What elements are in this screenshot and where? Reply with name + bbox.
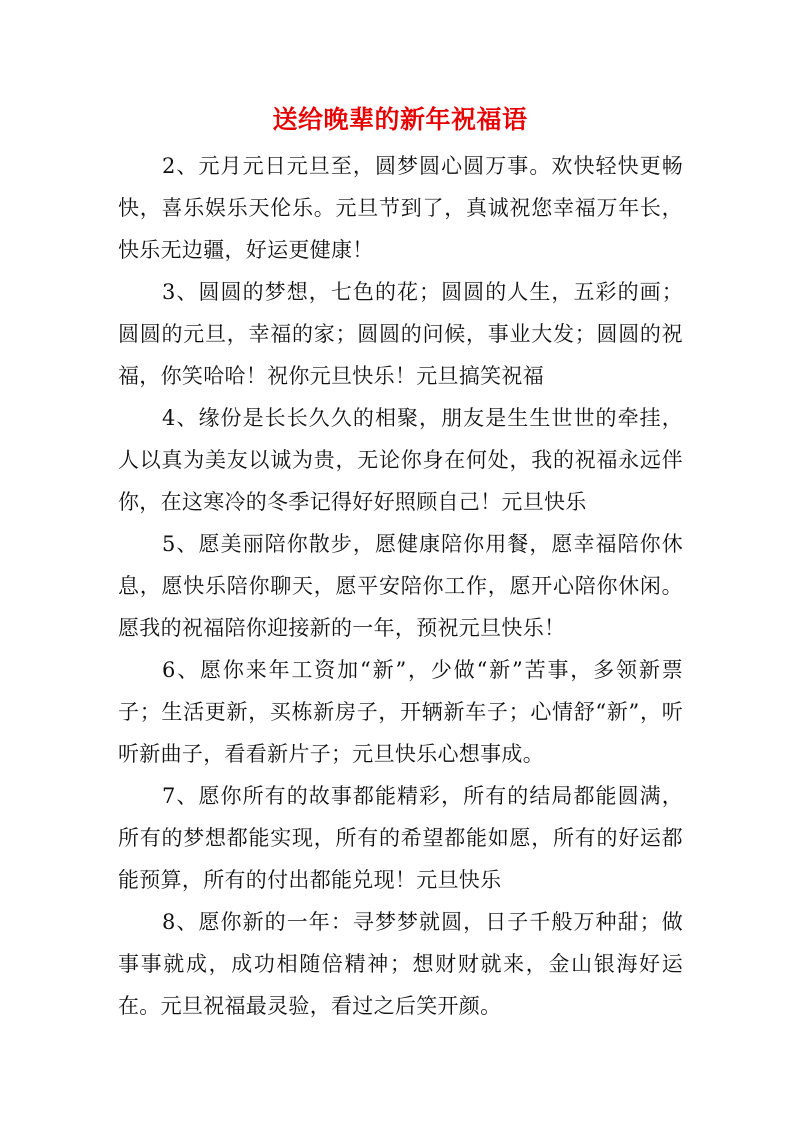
paragraph: 2、元月元日元旦至，圆梦圆心圆万事。欢快轻快更畅快，喜乐娱乐天伦乐。元旦节到了，真诚祝您幸福万年长，快乐无边疆，好运更健康！ [118, 154, 683, 262]
document-title: 送给晚辈的新年祝福语 [272, 105, 528, 134]
paragraph: 5、愿美丽陪你散步，愿健康陪你用餐，愿幸福陪你休息，愿快乐陪你聊天，愿平安陪你工作，愿开心陪你休闲。愿我的祝福陪你迎接新的一年，预祝元旦快乐！ [118, 532, 683, 640]
paragraph: 6、愿你来年工资加“新”，少做“新”苦事，多领新票子；生活更新，买栋新房子，开辆新车子；心情舒“新”，听听新曲子，看看新片子；元旦快乐心想事成。 [118, 658, 683, 766]
paragraph: 4、缘份是长长久久的相聚，朋友是生生世世的牵挂，人以真为美友以诚为贵，无论你身在何处，我的祝福永远伴你，在这寒冷的冬季记得好好照顾自己！元旦快乐 [118, 406, 683, 514]
document-body [118, 145, 683, 1027]
paragraph: 3、圆圆的梦想，七色的花；圆圆的人生，五彩的画；圆圆的元旦，幸福的家；圆圆的问候，事业大发；圆圆的祝福，你笑哈哈！祝你元旦快乐！元旦搞笑祝福 [118, 280, 683, 388]
paragraph: 8、愿你新的一年：寻梦梦就圆，日子千般万种甜；做事事就成，成功相随倍精神；想财财就来，金山银海好运在。元旦祝福最灵验，看过之后笑开颜。 [118, 910, 683, 1018]
paragraph: 7、愿你所有的故事都能精彩，所有的结局都能圆满，所有的梦想都能实现，所有的希望都能如愿，所有的好运都能预算，所有的付出都能兑现！元旦快乐 [118, 784, 683, 892]
